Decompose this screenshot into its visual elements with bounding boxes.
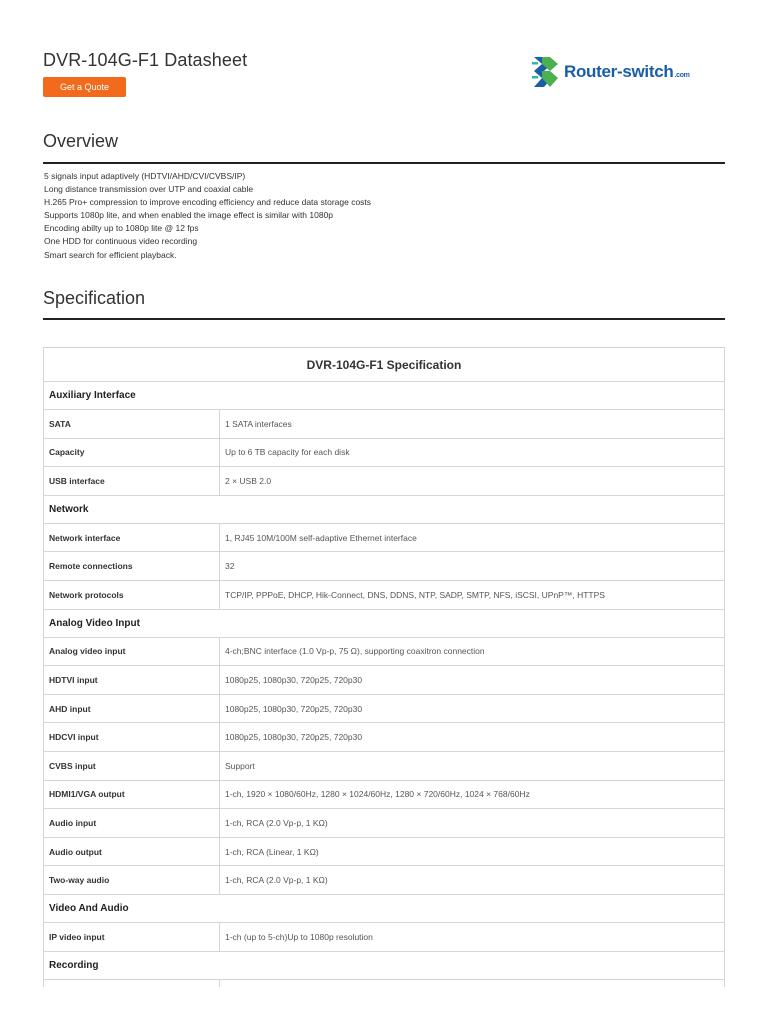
table-row [44,552,725,581]
row-value: TCP/IP, PPPoE, DHCP, Hik-Connect, DNS, DDNS, NTP, SADP, SMTP, NFS, iSCSI, UPnP™, HTTPS [220,580,725,609]
overview-item: H.265 Pro+ compression to improve encoding efficiency and reduce data storage costs [44,197,372,208]
table-row [44,438,725,467]
row-label: Capacity [44,438,220,467]
row-label: HDCVI input [44,723,220,752]
table-row [44,809,725,838]
overview-item: Smart search for efficient playback. [44,249,177,260]
overview-item: Long distance transmission over UTP and coaxial cable [44,184,254,195]
row-value: 1-ch (up to 5-ch)Up to 1080p resolution [220,922,725,951]
specification-divider [43,318,725,320]
table-group-row [44,382,725,410]
row-label: CVBS input [44,751,220,780]
logo-text: Router-switch.com [564,62,690,81]
group-heading: Recording [44,951,725,979]
row-label: HDMI1/VGA output [44,780,220,809]
table-row [44,523,725,552]
row-label: Analog video input [44,637,220,666]
table-row [44,467,725,496]
row-label: SATA [44,410,220,439]
row-value: 1-ch, RCA (Linear, 1 KΩ) [220,837,725,866]
overview-item: Supports 1080p lite, and when enabled the image effect is similar with 1080p [44,210,334,221]
table-group-row [44,495,725,523]
table-group-row [44,894,725,922]
row-value: 32 [220,552,725,581]
overview-list [44,170,371,262]
overview-divider [43,162,725,164]
table-row [44,866,725,895]
overview-item: One HDD for continuous video recording [44,236,198,247]
table-row [44,780,725,809]
row-label: Audio output [44,837,220,866]
table-title-row [44,348,725,382]
table-row [44,637,725,666]
get-a-quote-button[interactable]: Get a Quote [43,77,126,97]
row-value: 1-ch, 1920 × 1080/60Hz, 1280 × 1024/60Hz, 1280 × 720/60Hz, 1024 × 768/60Hz [220,780,725,809]
table-row [44,837,725,866]
router-switch-logo[interactable] [530,52,715,92]
table-row [44,922,725,951]
row-label: Remote connections [44,552,220,581]
overview-item: 5 signals input adaptively (HDTVI/AHD/CVI/CVBS/IP) [44,171,246,181]
table-row [44,751,725,780]
specification-table [43,347,725,987]
group-heading: Auxiliary Interface [44,382,725,410]
row-value: 4-ch;BNC interface (1.0 Vp-p, 75 Ω), supporting coaxitron connection [220,637,725,666]
table-row [44,410,725,439]
specification-heading: Specification [43,288,146,308]
row-label: Two-way audio [44,866,220,895]
row-value: 1080p25, 1080p30, 720p25, 720p30 [220,694,725,723]
page-title: DVR-104G-F1 Datasheet [43,50,248,70]
row-label: USB interface [44,467,220,496]
group-heading: Analog Video Input [44,609,725,637]
row-value: 1080p25, 1080p30, 720p25, 720p30 [220,723,725,752]
table-row [44,666,725,695]
router-switch-logo-icon [530,54,560,90]
row-value: 1080p25, 1080p30, 720p25, 720p30 [220,666,725,695]
row-value: 1-ch, RCA (2.0 Vp-p, 1 KΩ) [220,866,725,895]
row-label: Network interface [44,523,220,552]
overview-heading: Overview [43,131,119,151]
row-value: 1, RJ45 10M/100M self-adaptive Ethernet interface [220,523,725,552]
row-value: 1 SATA interfaces [220,410,725,439]
row-label: Audio input [44,809,220,838]
row-value: Up to 6 TB capacity for each disk [220,438,725,467]
table-row [44,723,725,752]
table-group-row [44,609,725,637]
row-label: HDTVI input [44,666,220,695]
group-heading: Network [44,495,725,523]
overview-item: Encoding abilty up to 1080p lite @ 12 fps [44,223,199,234]
table-row-partial [44,979,725,987]
row-label: IP video input [44,922,220,951]
row-label: Network protocols [44,580,220,609]
row-value: 2 × USB 2.0 [220,467,725,496]
table-title: DVR-104G-F1 Specification [44,348,725,382]
table-group-row [44,951,725,979]
table-row [44,694,725,723]
row-value: Support [220,751,725,780]
group-heading: Video And Audio [44,894,725,922]
row-label: AHD input [44,694,220,723]
table-row [44,580,725,609]
row-value: 1-ch, RCA (2.0 Vp-p, 1 KΩ) [220,809,725,838]
